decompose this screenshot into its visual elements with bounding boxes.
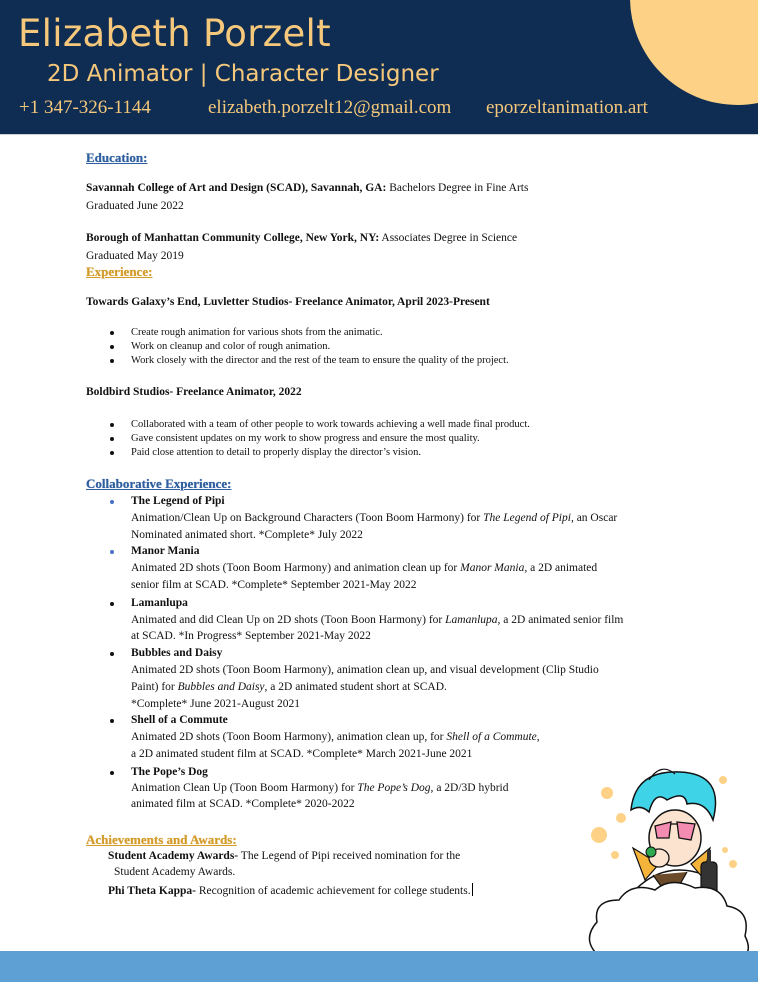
text-cursor	[472, 883, 474, 896]
bullet-dot	[110, 345, 114, 349]
degree: Bachelors Degree in Fine Arts	[386, 182, 529, 194]
project-title: Shell of a Commute	[131, 714, 228, 726]
film-title: The Legend of Pipi,	[483, 512, 574, 524]
project-description: Animated 2D shots (Toon Boom Harmony), animation clean up, and visual development (Clip Studio	[131, 664, 599, 676]
text: Animation Clean Up (Toon Boom Harmony) for	[131, 782, 358, 794]
contact-email[interactable]: elizabeth.porzelt12@gmail.com	[208, 97, 452, 118]
education-entry-bmcc	[86, 231, 517, 246]
project-description: a 2D animated student film at SCAD. *Complete* March 2021-June 2021	[131, 748, 473, 760]
bullet-dot	[110, 719, 114, 723]
text: an Oscar	[573, 512, 618, 524]
project-title: Lamanlupa	[131, 597, 188, 609]
project-description	[131, 680, 447, 695]
school-name: Savannah College of Art and Design (SCAD), Savannah, GA:	[86, 182, 387, 194]
film-title: Manor Mania,	[460, 562, 528, 574]
cartoon-character-illustration	[575, 760, 758, 960]
bullet-dot	[110, 359, 114, 363]
bullet-dot	[110, 423, 114, 427]
project-description: Nominated animated short. *Complete* July 2022	[131, 529, 363, 541]
collaborative-heading: Collaborative Experience:	[86, 476, 232, 491]
cloud-illustration	[589, 882, 748, 960]
film-title: Bubbles and Daisy	[177, 681, 265, 693]
achievement-text: Student Academy Awards.	[114, 866, 236, 878]
bullet-dot	[110, 550, 114, 554]
achievement-entry	[108, 883, 473, 899]
contact-phone: +1 347-326-1144	[19, 97, 151, 118]
job-bullet: Gave consistent updates on my work to show progress and ensure the most quality.	[131, 433, 480, 444]
film-title: The Pope’s Dog,	[357, 782, 434, 794]
text: ,	[536, 731, 540, 743]
job-bullet: Work on cleanup and color of rough animation.	[131, 341, 331, 352]
bullet-dot	[110, 331, 114, 335]
project-title: The Legend of Pipi	[131, 495, 225, 507]
bullet-dot	[110, 771, 114, 775]
footer-bar	[0, 951, 758, 982]
job-bullet: Collaborated with a team of other people to work towards achieving a well made final product.	[131, 419, 530, 430]
project-description: *Complete* June 2021-August 2021	[131, 698, 300, 710]
graduation-date: Graduated May 2019	[86, 250, 184, 262]
contact-website[interactable]: eporzeltanimation.art	[486, 97, 648, 118]
project-description	[131, 511, 617, 526]
film-title: Lamanlupa,	[445, 614, 501, 626]
text: Animated 2D shots (Toon Boom Harmony), animation clean up, for	[131, 731, 447, 743]
job-bullet: Work closely with the director and the rest of the team to ensure the quality of the project.	[131, 355, 509, 366]
award-name: Phi Theta Kappa-	[108, 885, 196, 897]
project-description	[131, 730, 540, 745]
job-title: Towards Galaxy’s End, Luvletter Studios- Freelance Animator, April 2023-Present	[86, 296, 490, 308]
job-bullet: Create rough animation for various shots from the animatic.	[131, 327, 383, 338]
achievements-heading: Achievements and Awards:	[86, 832, 237, 847]
text: a 2D animated senior film	[500, 614, 624, 626]
project-title: Bubbles and Daisy	[131, 647, 223, 659]
text: Animation/Clean Up on Background Characters (Toon Boom Harmony) for	[131, 512, 484, 524]
project-title: Manor Mania	[131, 545, 200, 557]
decorative-sun-circle	[630, 0, 758, 105]
award-text: The Legend of Pipi received nomination for the	[238, 850, 461, 862]
text: Animated 2D shots (Toon Boom Harmony) and animation clean up for	[131, 562, 461, 574]
text: Paint) for	[131, 681, 178, 693]
award-text: Recognition of academic achievement for college students.	[195, 885, 471, 897]
project-description	[131, 613, 623, 628]
header-divider	[0, 134, 758, 135]
text: , a 2D animated student short at SCAD.	[264, 681, 447, 693]
text: Animated and did Clean Up on 2D shots (Toon Boon Harmony) for	[131, 614, 446, 626]
bullet-dot	[110, 602, 114, 606]
education-heading: Education:	[86, 150, 148, 165]
bullet-dot	[110, 500, 114, 504]
text: a 2D animated	[527, 562, 598, 574]
applicant-title: 2D Animator | Character Designer	[47, 61, 439, 87]
school-name: Borough of Manhattan Community College, New York, NY:	[86, 232, 380, 244]
project-description	[131, 781, 509, 796]
project-description: at SCAD. *In Progress* September 2021-May 2022	[131, 630, 371, 642]
job-title: Boldbird Studios- Freelance Animator, 2022	[86, 386, 302, 398]
project-title: The Pope’s Dog	[131, 766, 208, 778]
project-description: animated film at SCAD. *Complete* 2020-2022	[131, 798, 355, 810]
project-description: senior film at SCAD. *Complete* September 2021-May 2022	[131, 579, 417, 591]
experience-heading: Experience:	[86, 264, 153, 279]
text: a 2D/3D hybrid	[433, 782, 509, 794]
resume-header	[0, 0, 758, 134]
degree: Associates Degree in Science	[379, 232, 518, 244]
project-description	[131, 561, 597, 576]
bullet-dot	[110, 451, 114, 455]
bullet-dot	[110, 437, 114, 441]
applicant-name: Elizabeth Porzelt	[18, 12, 331, 55]
bullet-dot	[110, 652, 114, 656]
job-bullet: Paid close attention to detail to properly display the director’s vision.	[131, 447, 421, 458]
film-title: Shell of a Commute	[446, 731, 537, 743]
education-entry-scad	[86, 181, 528, 196]
award-name: Student Academy Awards-	[108, 850, 239, 862]
achievement-entry	[108, 849, 460, 864]
graduation-date: Graduated June 2022	[86, 200, 184, 212]
